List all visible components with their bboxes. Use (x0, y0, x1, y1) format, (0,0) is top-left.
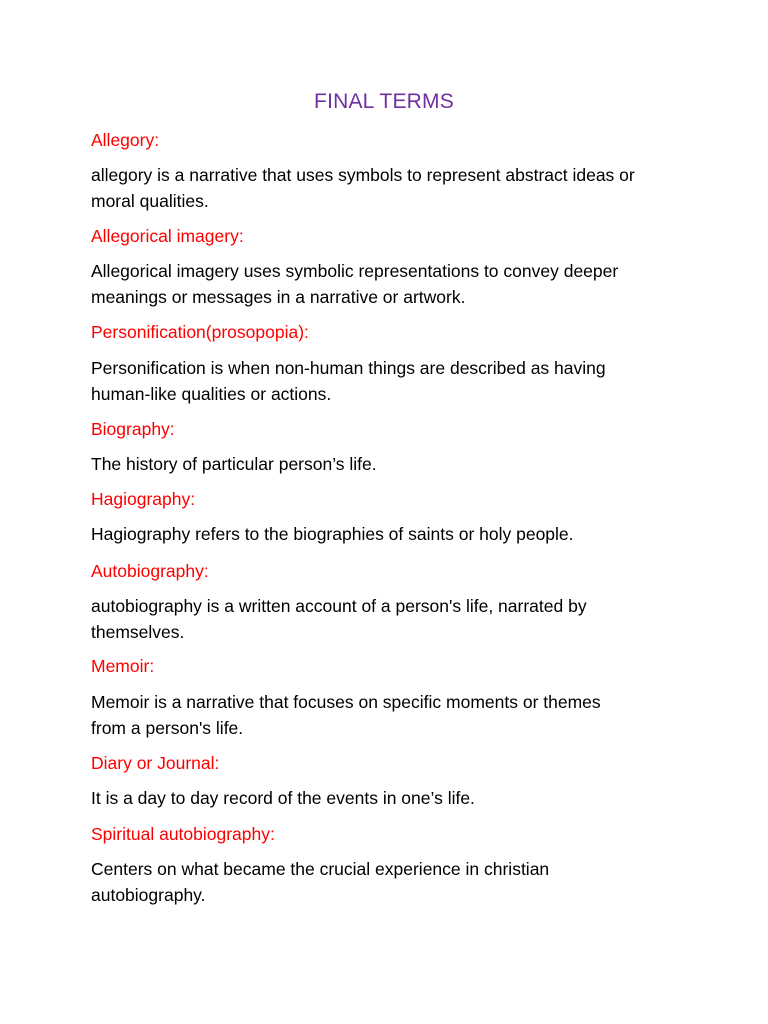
term-heading-biography: Biography: (91, 419, 175, 439)
term-heading-diary-or-journal: Diary or Journal: (91, 753, 220, 773)
term-heading-allegory: Allegory: (91, 130, 160, 150)
term-definition-spiritual-autobiography: Centers on what became the crucial experience in christian autobiography. (91, 859, 550, 905)
term-definition-personification: Personification is when non-human things are described as having human-like qualities or actions. (91, 358, 606, 404)
term-heading-hagiography: Hagiography: (91, 489, 196, 509)
term-heading-personification: Personification(prosopopia): (91, 322, 309, 342)
term-heading-memoir: Memoir: (91, 656, 155, 676)
term-definition-allegorical-imagery: Allegorical imagery uses symbolic representations to convey deeper meanings or messages in a narrative or artwork. (91, 261, 619, 307)
term-heading-allegorical-imagery: Allegorical imagery: (91, 226, 244, 246)
term-definition-hagiography: Hagiography refers to the biographies of saints or holy people. (91, 524, 574, 544)
term-definition-biography: The history of particular person’s life. (91, 454, 377, 474)
page-title: FINAL TERMS (314, 90, 454, 113)
term-definition-memoir: Memoir is a narrative that focuses on specific moments or themes from a person's life. (91, 692, 601, 738)
term-definition-autobiography: autobiography is a written account of a person's life, narrated by themselves. (91, 596, 587, 642)
term-heading-spiritual-autobiography: Spiritual autobiography: (91, 824, 275, 844)
term-heading-autobiography: Autobiography: (91, 561, 209, 581)
term-definition-allegory: allegory is a narrative that uses symbols to represent abstract ideas or moral qualities. (91, 165, 635, 211)
term-definition-diary-or-journal: It is a day to day record of the events in one’s life. (91, 788, 475, 808)
